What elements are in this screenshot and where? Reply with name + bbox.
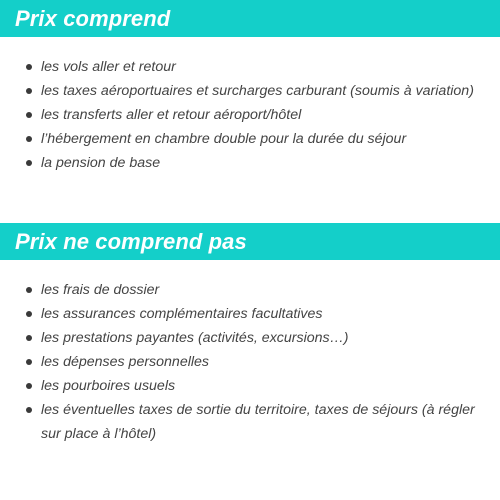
- excluded-list: [0, 278, 500, 446]
- included-title: Prix comprend: [15, 5, 171, 31]
- bullet-icon: [26, 136, 32, 142]
- list-item-text: les assurances complémentaires facultatives: [41, 306, 323, 322]
- excluded-title: Prix ne comprend pas: [15, 228, 247, 254]
- list-item: [0, 398, 500, 446]
- list-item-text: les taxes aéroportuaires et surcharges carburant (soumis à variation): [41, 83, 474, 99]
- list-item: [0, 302, 500, 326]
- list-item: [0, 55, 500, 79]
- list-item-text: les éventuelles taxes de sortie du territoire, taxes de séjours (à régler sur place à l’hôtel): [41, 402, 475, 442]
- bullet-icon: [26, 112, 32, 118]
- list-item-text: les transferts aller et retour aéroport/hôtel: [41, 107, 302, 123]
- bullet-icon: [26, 287, 32, 293]
- bullet-icon: [26, 311, 32, 317]
- list-item: [0, 79, 500, 103]
- bullet-icon: [26, 64, 32, 70]
- list-item: [0, 103, 500, 127]
- bullet-icon: [26, 88, 32, 94]
- list-item: [0, 151, 500, 175]
- list-item-text: l’hébergement en chambre double pour la durée du séjour: [41, 131, 407, 147]
- list-item-text: la pension de base: [41, 155, 161, 171]
- list-item-text: les prestations payantes (activités, excursions…): [41, 330, 349, 346]
- included-header: [0, 0, 500, 37]
- list-item: [0, 278, 500, 302]
- bullet-icon: [26, 383, 32, 389]
- bullet-icon: [26, 335, 32, 341]
- list-item-text: les pourboires usuels: [41, 378, 176, 394]
- included-section: [0, 0, 500, 171]
- list-item: [0, 374, 500, 398]
- list-item: [0, 350, 500, 374]
- bullet-icon: [26, 359, 32, 365]
- list-item-text: les frais de dossier: [41, 282, 160, 298]
- bullet-icon: [26, 160, 32, 166]
- excluded-header: [0, 223, 500, 260]
- list-item-text: les vols aller et retour: [41, 59, 176, 75]
- list-item: [0, 326, 500, 350]
- included-list: [0, 55, 500, 175]
- excluded-section: [0, 223, 500, 442]
- bullet-icon: [26, 407, 32, 413]
- list-item-text: les dépenses personnelles: [41, 354, 209, 370]
- list-item: [0, 127, 500, 151]
